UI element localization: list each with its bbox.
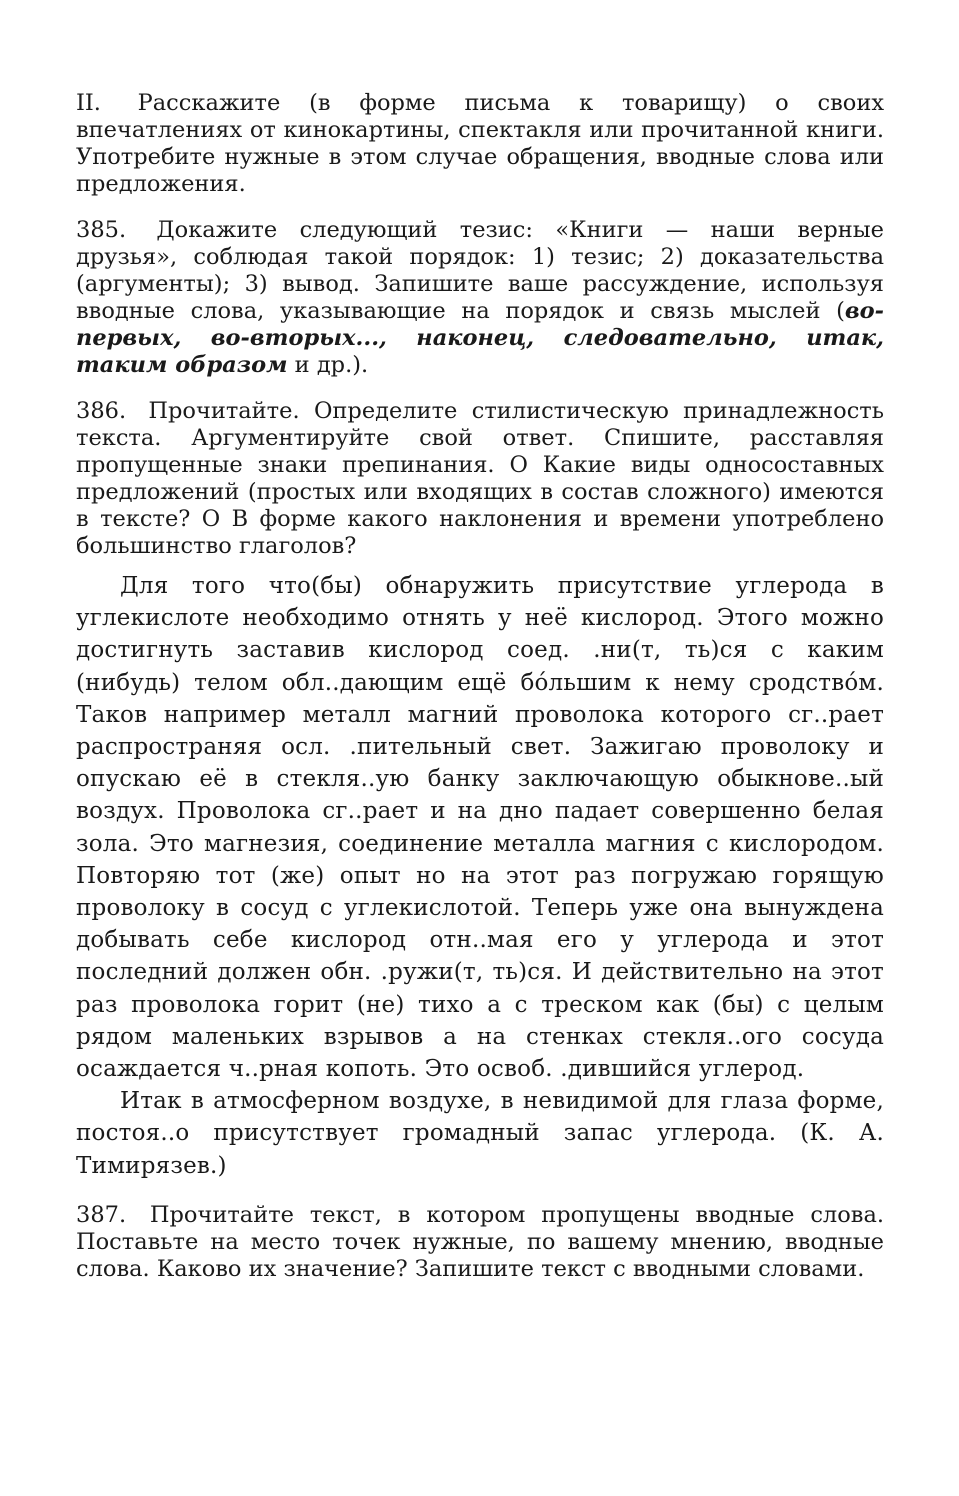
task-385 [76, 217, 884, 379]
task-text: Прочитайте. Определите стилистическую принадлежность текста. Аргументируйте свой ответ. Спишите, расставляя пропущенные знаки препинания. О Какие виды односоставных предложений (простых или входящих в состав сложного) имеются в тексте? О В форме какого наклонения и времени употреблено большинство глаголов? [76, 398, 884, 559]
task-text: Расскажите (в форме письма к товарищу) о своих впечатлениях от кинокартины, спектакля или прочитанной книги. Употребите нужные в этом случае обращения, вводные слова или предложения. [76, 90, 885, 197]
exercise-paragraph: Для того что(бы) обнаружить присутствие углерода в углекислоте необходимо отнять у неё кислород. Этого можно достигнуть заставив кислород соед. .ни(т, ть)ся с каким (нибудь) телом обл..дающим ещё бо́льшим к нему сродство́м. Таков например металл магний проволока которого сг..рает распространяя осл. .пительный свет. Зажигаю проволоку и опускаю её в стекля..ую банку заключающую обыкнове..ый воздух. Проволока сг..рает и на дно падает совершенно белая зола. Это магнезия, соединение металла магния с кислородом. Повторяю тот (же) опыт но на этот раз погружаю горящую проволоку в сосуд с углекислотой. Теперь уже она вынуждена добывать себе кислород отн..мая его у углерода и этот последний должен обн. .ружи(т, ть)ся. И действительно на этот раз проволока горит (не) тихо а с треском как (бы) с целым рядом маленьких взрывов а на стенках стекля..ого сосуда осаждается ч..рная копоть. Это освоб. .дившийся углерод. [76, 573, 884, 1083]
task-number: 386. [76, 398, 127, 424]
exercise-text [76, 570, 884, 1182]
task-text: Докажите следующий тезис: «Книги — наши верные друзья», соблюдая такой порядок: 1) тезис; 2) доказательства (аргументы); 3) вывод. Запишите ваше рассуждение, используя вводные слова, указывающие на порядок и связь мыслей ( [76, 217, 884, 324]
task-number: II. [76, 90, 101, 116]
task-387 [76, 1202, 884, 1283]
task-number: 387. [76, 1201, 127, 1228]
task-emphasis: во-первых, во-вторых..., наконец, следовательно, итак, таким образом [76, 298, 884, 378]
textbook-page [76, 90, 884, 1283]
exercise-paragraph: Итак в атмосферном воздухе, в невидимой для глаза форме, постоя..о присутствует громадный запас углерода. (К. А. Тимирязев.) [76, 1088, 884, 1179]
task-text: Прочитайте текст, в котором пропущены вводные слова. Поставьте на место точек нужные, по вашему мнению, вводные слова. Каково их значение? Запишите текст с вводными словами. [76, 1201, 885, 1282]
task-386 [76, 398, 884, 560]
task-ii [76, 90, 884, 198]
task-text-end: и др.). [287, 352, 369, 378]
task-number: 385. [76, 217, 127, 243]
